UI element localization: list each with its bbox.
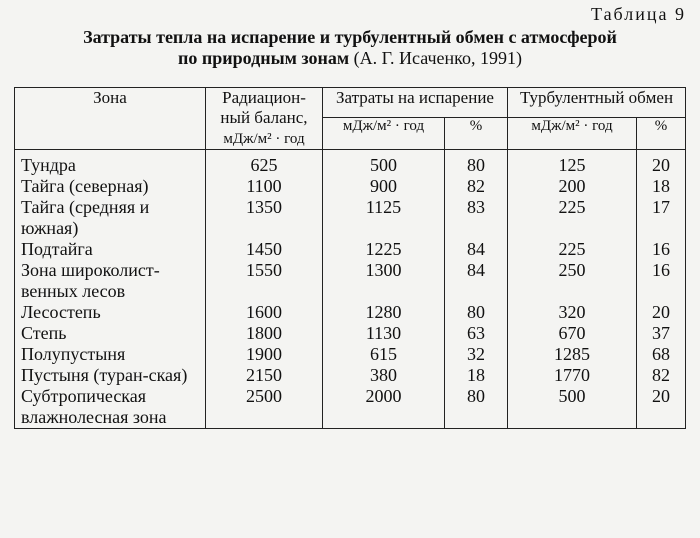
zone-cell: Полупустыня [15, 344, 206, 365]
header-evap-percent: % [445, 117, 508, 149]
turbulent-cell: 200 [508, 176, 637, 197]
turbulent-percent-cell: 37 [637, 323, 686, 344]
zone-cell: Субтропическая влажнолесная зона [15, 386, 206, 429]
table-number-label: Таблица 9 [591, 4, 686, 24]
turbulent-cell: 1770 [508, 365, 637, 386]
evaporation-percent-cell: 18 [445, 365, 508, 386]
radiation-cell: 1550 [206, 260, 323, 302]
evaporation-cell: 380 [323, 365, 445, 386]
radiation-cell: 1800 [206, 323, 323, 344]
zone-cell: Степь [15, 323, 206, 344]
turbulent-percent-cell: 18 [637, 176, 686, 197]
turbulent-cell: 225 [508, 239, 637, 260]
turbulent-percent-cell: 20 [637, 302, 686, 323]
turbulent-cell: 125 [508, 150, 637, 177]
radiation-cell: 625 [206, 150, 323, 177]
evaporation-cell: 1280 [323, 302, 445, 323]
turbulent-cell: 225 [508, 197, 637, 239]
evaporation-cell: 500 [323, 150, 445, 177]
zone-cell: Лесостепь [15, 302, 206, 323]
header-turb-unit: мДж/м² · год [508, 117, 637, 149]
radiation-cell: 2150 [206, 365, 323, 386]
radiation-cell: 1100 [206, 176, 323, 197]
zone-cell: Тайга (северная) [15, 176, 206, 197]
turbulent-percent-cell: 82 [637, 365, 686, 386]
turbulent-percent-cell: 17 [637, 197, 686, 239]
evaporation-percent-cell: 63 [445, 323, 508, 344]
table-row [15, 239, 686, 260]
header-zone: Зона [15, 88, 206, 150]
radiation-cell: 2500 [206, 386, 323, 429]
evaporation-percent-cell: 83 [445, 197, 508, 239]
table-row [15, 260, 686, 302]
evaporation-percent-cell: 82 [445, 176, 508, 197]
table-row [15, 323, 686, 344]
turbulent-cell: 670 [508, 323, 637, 344]
table-row [15, 386, 686, 429]
table-row [15, 302, 686, 323]
evaporation-cell: 1125 [323, 197, 445, 239]
header-radiation [206, 88, 323, 150]
radiation-cell: 1600 [206, 302, 323, 323]
turbulent-percent-cell: 68 [637, 344, 686, 365]
evaporation-percent-cell: 84 [445, 239, 508, 260]
evaporation-cell: 1300 [323, 260, 445, 302]
turbulent-percent-cell: 20 [637, 386, 686, 429]
table-row [15, 197, 686, 239]
zone-cell: Пустыня (туран-ская) [15, 365, 206, 386]
turbulent-cell: 250 [508, 260, 637, 302]
header-evaporation: Затраты на испарение [323, 88, 508, 118]
table-row [15, 344, 686, 365]
header-radiation-line2: ный баланс, [220, 108, 308, 127]
zone-cell: Зона широколист-венных лесов [15, 260, 206, 302]
header-radiation-line1: Радиацион- [222, 88, 306, 107]
header-turbulent: Турбулентный обмен [508, 88, 686, 118]
evaporation-percent-cell: 80 [445, 150, 508, 177]
header-radiation-unit: мДж/м² · год [223, 131, 305, 147]
evaporation-percent-cell: 80 [445, 386, 508, 429]
evaporation-percent-cell: 32 [445, 344, 508, 365]
header-evap-unit: мДж/м² · год [323, 117, 445, 149]
table-row [15, 150, 686, 177]
table-caption [0, 27, 700, 69]
turbulent-cell: 1285 [508, 344, 637, 365]
radiation-cell: 1900 [206, 344, 323, 365]
evaporation-cell: 615 [323, 344, 445, 365]
evaporation-percent-cell: 84 [445, 260, 508, 302]
evaporation-cell: 2000 [323, 386, 445, 429]
turbulent-percent-cell: 16 [637, 260, 686, 302]
radiation-cell: 1450 [206, 239, 323, 260]
evaporation-cell: 1225 [323, 239, 445, 260]
zone-cell: Подтайга [15, 239, 206, 260]
turbulent-percent-cell: 20 [637, 150, 686, 177]
caption-title: Затраты тепла на испарение и турбулентный обмен с атмосферой [83, 27, 617, 47]
evaporation-percent-cell: 80 [445, 302, 508, 323]
table-row [15, 365, 686, 386]
evaporation-cell: 900 [323, 176, 445, 197]
table-row [15, 176, 686, 197]
zone-cell: Тундра [15, 150, 206, 177]
header-turb-percent: % [637, 117, 686, 149]
turbulent-percent-cell: 16 [637, 239, 686, 260]
zone-cell: Тайга (средняя и южная) [15, 197, 206, 239]
heat-balance-table [14, 87, 686, 429]
turbulent-cell: 320 [508, 302, 637, 323]
turbulent-cell: 500 [508, 386, 637, 429]
caption-source: (А. Г. Исаченко, 1991) [353, 48, 523, 68]
radiation-cell: 1350 [206, 197, 323, 239]
caption-title-line2: по природным зонам [177, 48, 350, 68]
evaporation-cell: 1130 [323, 323, 445, 344]
